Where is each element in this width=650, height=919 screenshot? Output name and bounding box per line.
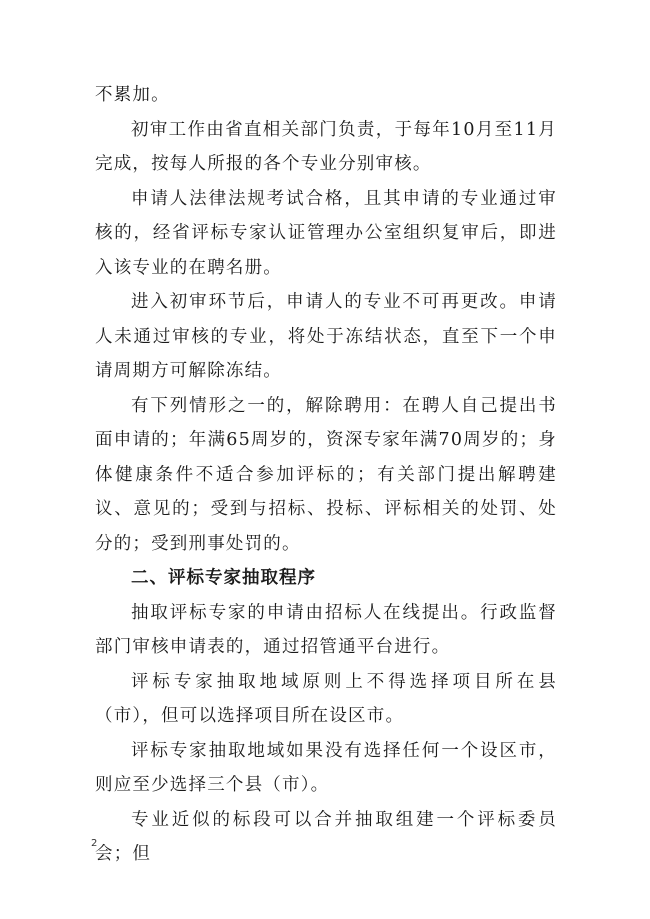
paragraph-2: 初审工作由省直相关部门负责，于每年10月至11月完成，按每人所报的各个专业分别审核。: [95, 119, 557, 174]
document-body: [95, 78, 557, 872]
paragraph-5: 有下列情形之一的，解除聘用：在聘人自己提出书面申请的；年满65周岁的，资深专家年满70周岁的；身体健康条件不适合参加评标的；有关部门提出解聘建议、意见的；受到与招标、投标、评标相关的处罚、处分的；受到刑事处罚的。: [95, 395, 557, 554]
page-number: 2: [91, 838, 98, 849]
paragraph-3: 申请人法律法规考试合格，且其申请的专业通过审核的，经省评标专家认证管理办公室组织复审后，即进入该专业的在聘名册。: [95, 188, 557, 278]
paragraph-9: 专业近似的标段可以合并抽取组建一个评标委员会；但: [95, 809, 557, 864]
section-heading: 二、评标专家抽取程序: [131, 568, 316, 588]
paragraph-1: 不累加。: [95, 85, 170, 105]
paragraph-7: 评标专家抽取地域原则上不得选择项目所在县（市），但可以选择项目所在设区市。: [95, 671, 557, 726]
paragraph-6: 抽取评标专家的申请由招标人在线提出。行政监督部门审核申请表的，通过招管通平台进行。: [95, 602, 557, 657]
paragraph-4: 进入初审环节后，申请人的专业不可再更改。申请人未通过审核的专业，将处于冻结状态，直至下一个申请周期方可解除冻结。: [95, 292, 557, 381]
paragraph-8: 评标专家抽取地域如果没有选择任何一个设区市，则应至少选择三个县（市）。: [95, 740, 557, 795]
